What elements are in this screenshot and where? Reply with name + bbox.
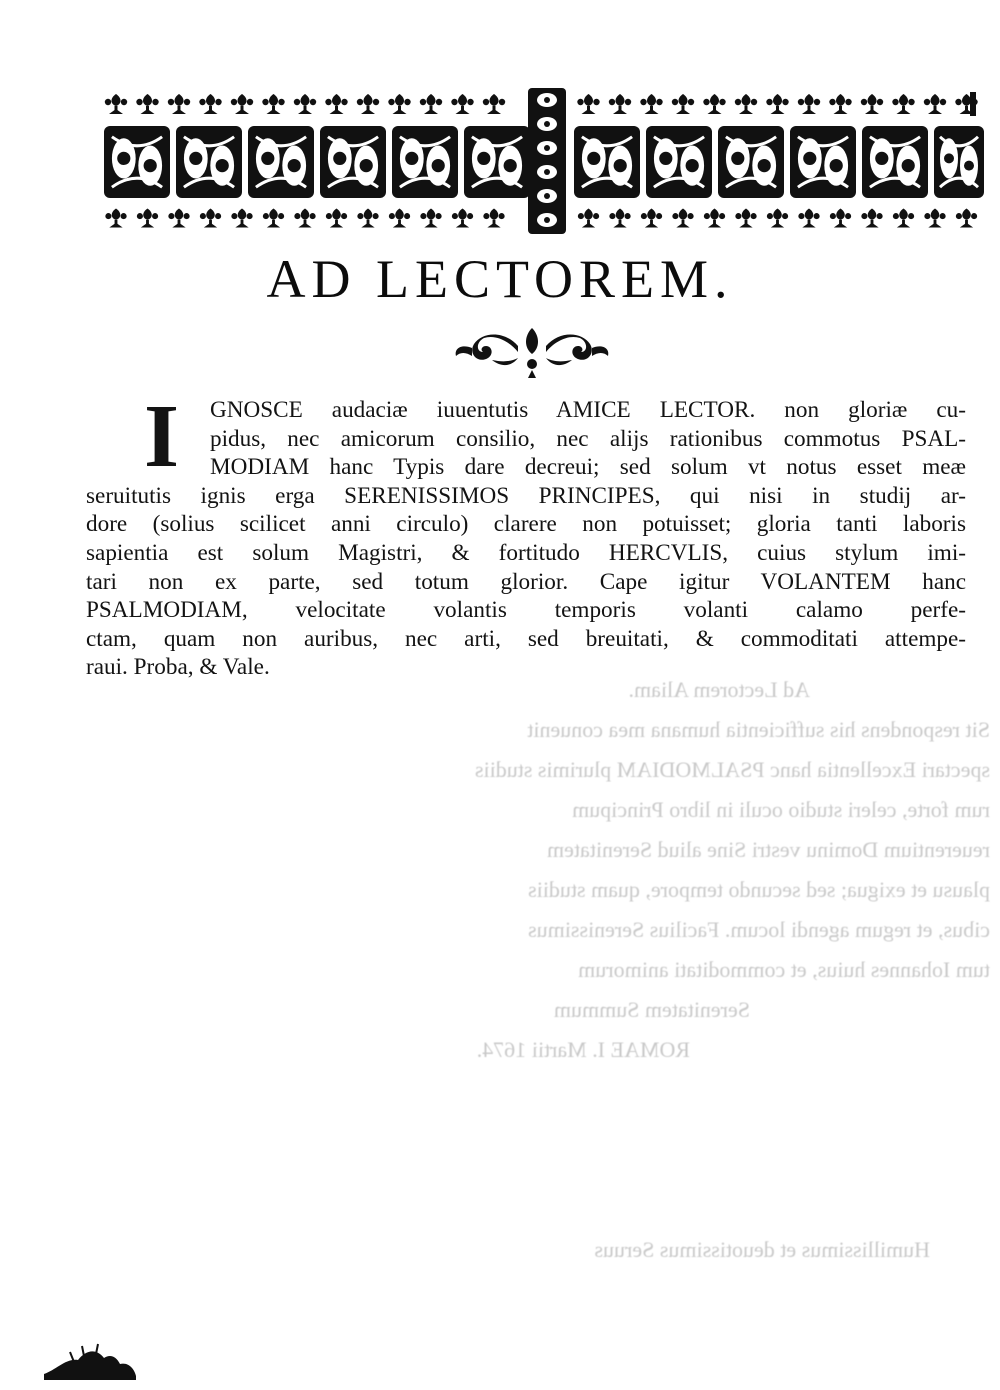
text-line: sapientia est solum Magistri, & fortitudo HERCVLIS, cuius stylum imi-	[86, 539, 966, 566]
text-line: ctam, quam non auribus, nec arti, sed breuitati, & commoditati attempe-	[86, 625, 966, 652]
text-line: GNOSCE audaciæ iuuentutis AMICE LECTOR. non gloriæ cu-	[210, 397, 966, 423]
bleed-line	[200, 1190, 990, 1230]
text-line: pidus, nec amicorum consilio, nec alijs rationibus commotus PSAL-	[210, 425, 966, 452]
bleed-line	[200, 1150, 990, 1190]
bleed-line	[200, 1110, 990, 1150]
ink-blot	[44, 1340, 136, 1380]
drop-capital: I	[144, 387, 180, 486]
bleed-line: rum forte, celeri studio oculi in libro Principum	[572, 797, 990, 822]
tailpiece-ornament	[452, 322, 612, 380]
bleed-line	[200, 1070, 990, 1110]
text-line: PSALMODIAM, velocitate volantis temporis volanti calamo perfe-	[86, 597, 966, 624]
text-line: dore (solius scilicet anni circulo) clarere non potuisset; gloria tanti laboris	[86, 511, 966, 538]
bleed-line: ROMAE I. Martii 1674.	[476, 1037, 690, 1062]
text-line: tari non ex parte, sed totum glorior. Cape igitur VOLANTEM hanc	[86, 568, 966, 595]
text-line: raui. Proba, & Vale.	[86, 654, 270, 681]
page-title: AD LECTOREM.	[266, 249, 734, 309]
preface-paragraph	[86, 387, 966, 682]
bleed-line: Sit respondens his sufficientia humana mea conuenit	[527, 717, 990, 742]
bleed-line: spectari Excellentia hanc PSALMODIAM plurimis studiis	[474, 757, 990, 782]
text-line: seruitutis ignis erga SERENISSIMOS PRINCIPES, qui nisi in studij ar-	[86, 482, 966, 509]
bleed-line: Ad Lectorem Aliam.	[628, 677, 810, 702]
bleed-line: Serenitatem Summum	[553, 997, 750, 1022]
bleed-through-text	[200, 670, 990, 1390]
bleed-line: tum Iohannes huius, et commoditati animorum	[578, 957, 990, 982]
bleed-line: Humillissimus et deuotissimus Seruus	[594, 1237, 930, 1262]
text-line: MODIAM hanc Typis dare decreui; sed solum vt notus esset meæ	[210, 454, 966, 481]
headpiece-ornament	[104, 86, 984, 238]
bleed-line: cibus, et regum agendi locum. Facilius Serenissimus	[528, 917, 990, 942]
bleed-line: plausu et exigua; sed secundo tempore, quam studiis	[528, 877, 990, 902]
bleed-line: reuerentium Dominu vestri Sine aliud Serenitatem	[547, 837, 990, 862]
